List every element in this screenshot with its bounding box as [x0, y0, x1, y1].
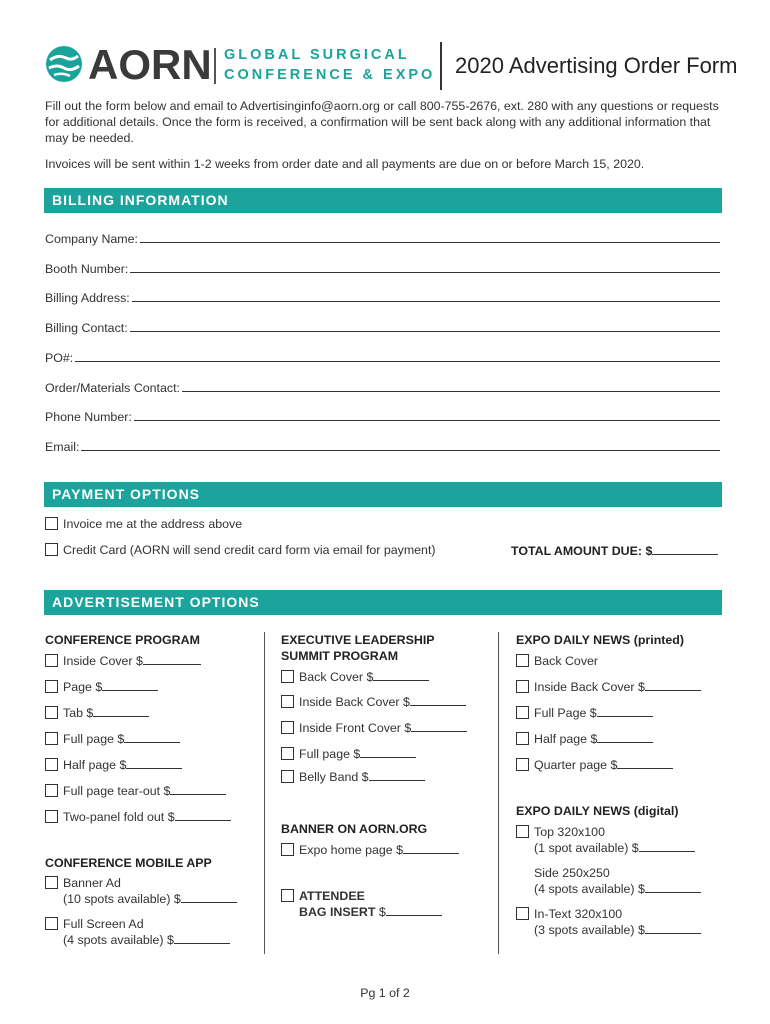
price-input[interactable] [410, 694, 466, 706]
option-label: Two-panel fold out $ [63, 810, 175, 824]
heading-line2: SUMMIT PROGRAM [281, 649, 399, 663]
option-expo-inside-back-cover[interactable] [516, 679, 701, 695]
price-input[interactable] [411, 720, 467, 732]
option-sublabel: (10 spots available) $ [63, 892, 181, 906]
option-full-page[interactable] [45, 731, 180, 747]
option-exec-full-page[interactable] [281, 746, 416, 762]
invoice-checkbox[interactable] [45, 517, 58, 530]
total-amount-input[interactable] [652, 543, 718, 555]
checkbox[interactable] [45, 706, 58, 719]
checkbox[interactable] [516, 706, 529, 719]
phone-number-field[interactable] [45, 406, 720, 424]
total-label: TOTAL AMOUNT DUE: $ [511, 544, 653, 558]
option-label: Inside Cover $ [63, 654, 143, 668]
option-label: Back Cover $ [299, 670, 374, 684]
billing-contact-input[interactable] [130, 319, 720, 332]
invoice-option[interactable] [45, 516, 242, 532]
option-expo-quarter-page[interactable] [516, 757, 673, 773]
option-label: Quarter page $ [534, 758, 618, 772]
option-label: Full page $ [63, 732, 125, 746]
field-label: Order/Materials Contact: [45, 381, 180, 395]
option-full-page-tear-out[interactable] [45, 783, 226, 799]
checkbox[interactable] [45, 732, 58, 745]
mobile-app-heading: CONFERENCE MOBILE APP [45, 856, 212, 870]
option-in-text-banner[interactable] [516, 906, 701, 938]
price-input[interactable] [174, 932, 230, 944]
option-exec-inside-back-cover[interactable] [281, 694, 466, 710]
intro-paragraph-1: Fill out the form below and email to Advertisinginfo@aorn.org or call 800-755-2676, ext. 280 with any questions or requests for additional details. Once the form is received, a confirmation will be sent back along with any additional information that may be needed. [45, 99, 719, 145]
checkbox[interactable] [281, 670, 294, 683]
checkbox[interactable] [516, 758, 529, 771]
intro-paragraph-2: Invoices will be sent within 1-2 weeks from order date and all payments are due on or before March 15, 2020. [45, 157, 645, 171]
option-label: Belly Band $ [299, 770, 369, 784]
price-input[interactable] [386, 904, 442, 916]
field-label: Email: [45, 440, 80, 454]
checkbox[interactable] [281, 747, 294, 760]
credit-card-checkbox[interactable] [45, 543, 58, 556]
checkbox[interactable] [516, 680, 529, 693]
column-divider [264, 632, 265, 954]
email-input[interactable] [81, 438, 720, 451]
field-label: Billing Address: [45, 291, 130, 305]
globe-logo-icon [44, 44, 84, 84]
field-label: Company Name: [45, 232, 138, 246]
price-input[interactable] [93, 705, 149, 717]
option-sublabel: (4 spots available) $ [534, 882, 645, 896]
option-label: Inside Front Cover $ [299, 721, 412, 735]
option-label: Inside Back Cover $ [299, 695, 410, 709]
checkbox[interactable] [45, 784, 58, 797]
banner-aorn-heading: BANNER ON AORN.ORG [281, 822, 428, 836]
checkbox[interactable] [281, 843, 294, 856]
option-label: In-Text 320x100 [534, 907, 623, 921]
checkbox[interactable] [516, 825, 529, 838]
option-label: Page $ [63, 680, 103, 694]
option-label: Half page $ [534, 732, 598, 746]
page-header [44, 38, 738, 98]
checkbox[interactable] [281, 889, 294, 902]
option-label: Full Screen Ad [63, 917, 144, 931]
option-attendee-bag-insert[interactable] [281, 888, 442, 920]
invoice-label: Invoice me at the address above [63, 517, 243, 531]
payment-section-header: PAYMENT OPTIONS [44, 482, 722, 507]
booth-number-input[interactable] [130, 260, 720, 273]
option-tab[interactable] [45, 705, 149, 721]
logo-subtitle [224, 45, 435, 85]
option-label: Side 250x250 [534, 866, 610, 880]
credit-card-label: Credit Card (AORN will send credit card form via email for payment) [63, 543, 436, 557]
option-expo-home-page[interactable] [281, 842, 459, 858]
option-exec-inside-front-cover[interactable] [281, 720, 467, 736]
po-number-field[interactable] [45, 347, 720, 365]
price-input[interactable] [645, 881, 701, 893]
expo-printed-heading: EXPO DAILY NEWS (printed) [516, 633, 684, 647]
total-amount-due [511, 543, 718, 558]
header-divider [440, 42, 442, 90]
price-input[interactable] [143, 653, 201, 665]
option-label: Full page $ [299, 747, 361, 761]
price-input[interactable] [369, 769, 425, 781]
checkbox[interactable] [281, 721, 294, 734]
checkbox[interactable] [516, 654, 529, 667]
order-contact-field[interactable] [45, 377, 720, 395]
credit-card-option[interactable] [45, 542, 436, 558]
option-inside-cover[interactable] [45, 653, 201, 669]
price-input[interactable] [639, 840, 695, 852]
option-label: Half page $ [63, 758, 127, 772]
column-divider [498, 632, 499, 954]
price-input[interactable] [617, 757, 673, 769]
field-label: Booth Number: [45, 262, 129, 276]
option-sublabel: (1 spot available) $ [534, 841, 639, 855]
option-label: Inside Back Cover $ [534, 680, 645, 694]
checkbox[interactable] [45, 876, 58, 889]
checkbox[interactable] [45, 654, 58, 667]
price-input[interactable] [102, 679, 158, 691]
currency-symbol: $ [375, 905, 386, 919]
price-input[interactable] [170, 783, 226, 795]
option-label: Full Page $ [534, 706, 597, 720]
option-sublabel: (4 spots available) $ [63, 933, 174, 947]
price-input[interactable] [645, 922, 701, 934]
option-label: Banner Ad [63, 876, 121, 890]
checkbox[interactable] [281, 695, 294, 708]
checkbox[interactable] [45, 810, 58, 823]
option-label: Expo home page $ [299, 843, 404, 857]
option-label: Tab $ [63, 706, 94, 720]
checkbox[interactable] [45, 758, 58, 771]
option-expo-half-page[interactable] [516, 731, 653, 747]
email-field[interactable] [45, 436, 720, 454]
logo-subtitle-line2: CONFERENCE & EXPO [224, 67, 436, 83]
option-label: Top 320x100 [534, 825, 605, 839]
field-label: PO#: [45, 351, 74, 365]
checkbox[interactable] [281, 770, 294, 783]
option-label: Back Cover [534, 654, 599, 668]
checkbox[interactable] [516, 732, 529, 745]
logo-separator [214, 48, 216, 84]
price-input[interactable] [175, 809, 231, 821]
conference-program-heading: CONFERENCE PROGRAM [45, 633, 200, 647]
executive-summit-heading [281, 632, 435, 664]
po-number-input[interactable] [75, 349, 720, 362]
price-input[interactable] [126, 757, 182, 769]
field-label: Billing Contact: [45, 321, 128, 335]
checkbox[interactable] [516, 907, 529, 920]
billing-address-input[interactable] [132, 289, 720, 302]
option-label: Full page tear-out $ [63, 784, 171, 798]
option-side-banner[interactable] [516, 865, 701, 897]
advertisement-section-header: ADVERTISEMENT OPTIONS [44, 590, 722, 615]
option-expo-back-cover[interactable] [516, 653, 598, 669]
price-input[interactable] [360, 746, 416, 758]
price-input[interactable] [373, 669, 429, 681]
form-title: 2020 Advertising Order Form [455, 53, 738, 78]
option-half-page[interactable] [45, 757, 182, 773]
billing-section-header: BILLING INFORMATION [44, 188, 722, 213]
company-name-field[interactable] [45, 228, 720, 246]
price-input[interactable] [181, 891, 237, 903]
option-exec-back-cover[interactable] [281, 669, 429, 685]
option-top-banner[interactable] [516, 824, 695, 856]
price-input[interactable] [597, 731, 653, 743]
price-input[interactable] [403, 842, 459, 854]
option-sublabel: (3 spots available) $ [534, 923, 645, 937]
checkbox[interactable] [45, 680, 58, 693]
heading-line1: EXECUTIVE LEADERSHIP [281, 633, 435, 647]
price-input[interactable] [124, 731, 180, 743]
option-banner-ad[interactable] [45, 875, 237, 907]
field-label: Phone Number: [45, 410, 132, 424]
option-label-2: BAG INSERT [299, 905, 376, 919]
option-expo-full-page[interactable] [516, 705, 653, 721]
page-number: Pg 1 of 2 [360, 986, 410, 1000]
expo-digital-heading: EXPO DAILY NEWS (digital) [516, 804, 679, 818]
option-page[interactable] [45, 679, 158, 695]
billing-contact-field[interactable] [45, 317, 720, 335]
option-two-panel-fold-out[interactable] [45, 809, 231, 825]
intro-text [45, 98, 725, 172]
price-input[interactable] [597, 705, 653, 717]
booth-number-field[interactable] [45, 258, 720, 276]
option-exec-belly-band[interactable] [281, 769, 425, 785]
company-name-input[interactable] [140, 230, 720, 243]
price-input[interactable] [645, 679, 701, 691]
option-label: ATTENDEE [299, 889, 365, 903]
phone-number-input[interactable] [134, 408, 720, 421]
logo-subtitle-line1: GLOBAL SURGICAL [224, 47, 410, 63]
checkbox[interactable] [45, 917, 58, 930]
option-full-screen-ad[interactable] [45, 916, 230, 948]
billing-address-field[interactable] [45, 287, 720, 305]
logo-wordmark: AORN [88, 41, 212, 88]
order-contact-input[interactable] [182, 379, 720, 392]
